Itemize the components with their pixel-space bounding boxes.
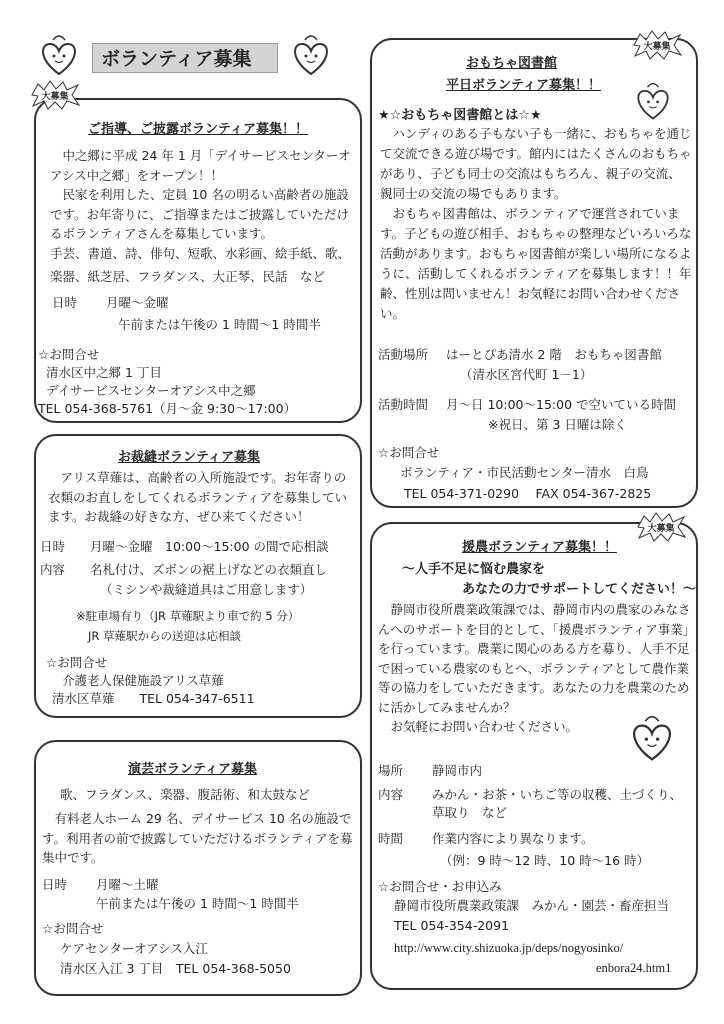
card4-body: ハンディのある子もない子も一緒に、おもちゃを通じて交流できる遊び場です。館内にはたくさんのおもちゃがあり、子ども同士の交流はもちろん、親子の交流、親同士の交流の場でもあります。 おもちゃ図書館は、ボランティアで運営されています。子どもの遊び相手、おもちゃの整理などいろいろな活動があります。おもちゃ図書館が楽しい場所になるように、活動してくれるボランティアを募集します！！年齢、性別は問いません！お気軽にお問い合わせください。 (380, 126, 692, 321)
card5-url-2[interactable]: enbora24.htm1 (596, 961, 672, 975)
card1-title: ご指導、ご披露ボランティア募集！！ (88, 122, 308, 137)
card5-body: 静岡市役所農業政策課では、静岡市内の農家のみなさんへのサポートを目的として、「援農ボランティア事業」を行っています。農業に関心のある方を募り、人手不足で困っている農家のもとへ、ボランティアとして農作業等の協力をしていただきます。あなたの力を農業のために活かしてみませんか？ お気軽にお問い合わせください。 (378, 602, 691, 734)
card3-date-2: 午前または午後の 1 時間～1 時間半 (96, 896, 299, 911)
card1-genres-1: 手芸、書道、詩、俳句、短歌、水彩画、絵手紙、歌、 (50, 246, 351, 261)
card5-time-label: 時間 (378, 831, 404, 846)
card2-content-label: 内容 (40, 562, 66, 577)
card1-contact-1: 清水区中之郷 1 丁目 (46, 365, 162, 380)
card1-date-2: 午前または午後の 1 時間～1 時間半 (118, 317, 321, 332)
card2-title: お裁縫ボランティア募集 (118, 450, 260, 465)
card4-title-2: 平日ボランティア募集！！ (446, 78, 601, 93)
card4-contact-2: TEL 054-371-0290 FAX 054-367-2825 (404, 486, 652, 501)
card5-contact-label: ☆お問合せ・お申込み (378, 879, 502, 894)
heart-mascot-icon (630, 78, 676, 128)
heart-mascot-icon (34, 30, 84, 84)
card1-contact-2: デイサービスセンターオアシス中之郷 (46, 383, 256, 398)
card4-contact-1: ボランティア・市民活動センター清水 白鳥 (400, 465, 649, 480)
card5-tel: TEL 054-354-2091 (394, 918, 510, 933)
heart-mascot-icon (622, 710, 682, 770)
card1-date-label: 日時 (52, 295, 78, 310)
card4-title-1: おもちゃ図書館 (466, 56, 558, 71)
card2-contact-label: ☆お問合せ (46, 655, 108, 670)
card4-time-2: ※祝日、第 3 日曜は除く (488, 417, 627, 432)
card3-contact-1: ケアセンターオアシス入江 (60, 941, 208, 956)
card2-note-1: ※駐車場有り（JR 草薙駅より車で約 5 分） (76, 609, 300, 623)
card5-url-1[interactable]: http://www.city.shizuoka.jp/deps/nogyosinko/ (394, 941, 624, 955)
card5-content-2: 草取り など (432, 805, 508, 820)
card5-content-label: 内容 (378, 787, 404, 802)
card1-body: 中之郷に平成 24 年 1 月「デイサービスセンターオアシス中之郷」をオープン！！ 民家を利用した、定員 10 名の明るい高齢者の施設です。お年寄りに、ご指導またはご披露していただけるボランティアさんを募集しています。 (50, 148, 351, 241)
card5-time-2: （例：9 時～12 時、10 時～16 時） (440, 853, 650, 868)
badge-recruit: 大募集 (636, 512, 686, 542)
card3-contact-label: ☆お問合せ (42, 921, 104, 936)
card4-subtitle: ★☆おもちゃ図書館とは☆★ (378, 108, 542, 123)
card3-date-label: 日時 (42, 877, 68, 892)
card2-contact-2: 清水区草薙 TEL 054-347-6511 (52, 691, 255, 706)
page-title: ボランティア募集 (92, 43, 278, 73)
card5-place: 静岡市内 (432, 763, 483, 778)
card2-note-2: JR 草薙駅からの送迎は応相談 (88, 629, 242, 643)
card3-contact-2: 清水区入江 3 丁目 TEL 054-368-5050 (60, 961, 291, 976)
card3-genres: 歌、フラダンス、楽器、腹話術、和太鼓など (60, 787, 311, 802)
card5-place-label: 場所 (378, 763, 404, 778)
card4-place-2: （清水区宮代町 1－1） (460, 367, 593, 382)
card3-date-1: 月曜～土曜 (96, 877, 159, 892)
badge-recruit: 大募集 (30, 80, 80, 110)
card2-content-1: 名札付け、ズボンの裾上げなどの衣類直し (90, 562, 328, 577)
card2-date: 月曜～金曜 10:00～15:00 の間で応相談 (90, 539, 329, 554)
card4-place-1: はーとぴあ清水 2 階 おもちゃ図書館 (446, 347, 662, 362)
card1-contact-label: ☆お問合せ (38, 347, 100, 362)
card2-content-2: （ミシンや裁縫道具はご用意します） (100, 582, 313, 597)
card1-genres-2: 楽器、紙芝居、フラダンス、大正琴、民話 など (50, 269, 326, 284)
card2-body: アリス草薙は、高齢者の入所施設です。お年寄りの衣類のお直しをしてくれるボランティアを募集しています。お裁縫の好きな方、ぜひ来てください！ (48, 470, 348, 524)
card1-date-1: 月曜～金曜 (106, 295, 169, 310)
badge-recruit: 大募集 (630, 30, 684, 60)
card5-contact-1: 静岡市役所農業政策課 みかん・園芸・畜産担当 (394, 898, 670, 913)
card5-sub-2: あなたの力でサポートしてください！～ (462, 582, 697, 597)
card3-body: 有料老人ホーム 29 名、デイサービス 10 名の施設です。利用者の前で披露していただけるボランティアを募集中です。 (42, 811, 353, 865)
heart-mascot-icon (286, 30, 336, 84)
card3-title: 演芸ボランティア募集 (128, 762, 257, 777)
card4-place-label: 活動場所 (378, 347, 429, 362)
card5-title: 援農ボランティア募集！！ (462, 540, 617, 555)
card4-time-1: 月～日 10:00～15:00 で空いている時間 (446, 397, 676, 412)
card1-tel: TEL 054-368-5761（月～金 9:30～17:00） (38, 401, 297, 416)
card5-time-1: 作業内容により異なります。 (432, 831, 594, 846)
card4-contact-label: ☆お問合せ (378, 445, 440, 460)
card5-sub-1: ～人手不足に悩む農家を (402, 562, 546, 577)
card5-content-1: みかん・お茶・いちご等の収穫、土づくり、 (432, 787, 683, 802)
card2-date-label: 日時 (40, 539, 66, 554)
card4-time-label: 活動時間 (378, 397, 429, 412)
card2-contact-1: 介護老人保健施設アリス草薙 (62, 673, 224, 688)
